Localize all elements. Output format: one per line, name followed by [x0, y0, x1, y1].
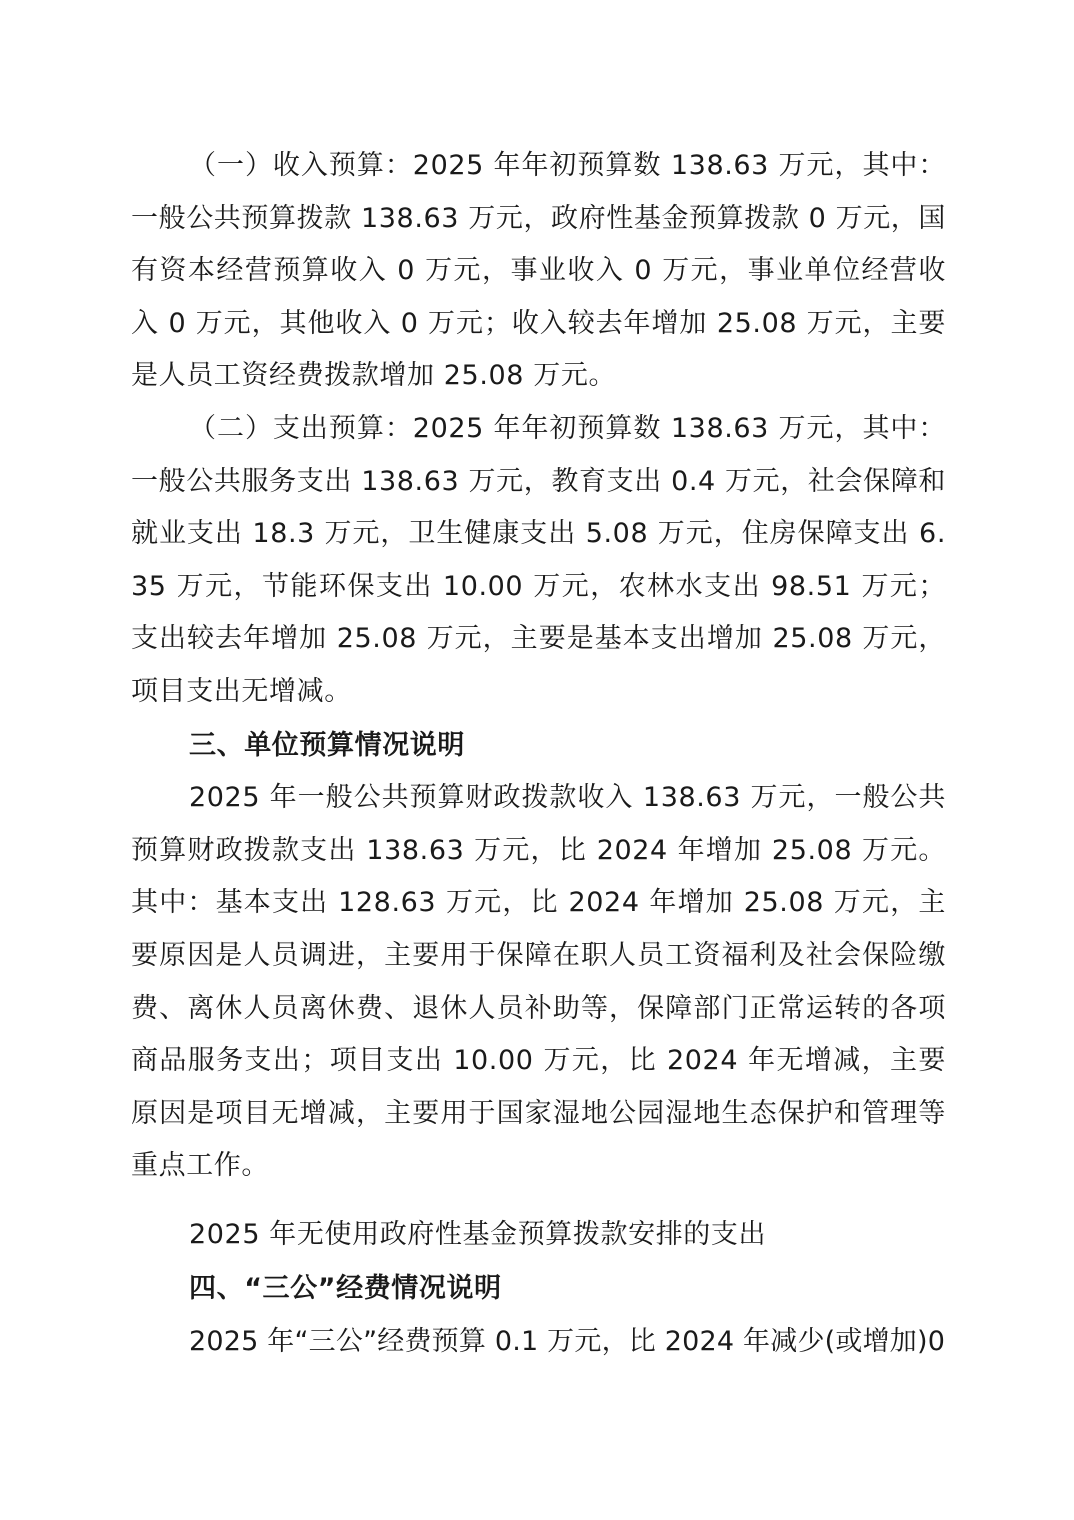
- document-body: [131, 140, 946, 1369]
- income-budget-paragraph: （一）收入预算：2025 年年初预算数 138.63 万元，其中：一般公共预算拨款 138.63 万元，政府性基金预算拨款 0 万元，国有资本经营预算收入 0 万元，事业收入 0 万元，事业单位经营收入 0 万元，其他收入 0 万元；收入较去年增加 25.08 万元，主要是人员工资经费拨款增加 25.08 万元。: [131, 150, 946, 392]
- unit-budget-paragraph: 2025 年一般公共预算财政拨款收入 138.63 万元，一般公共预算财政拨款支出 138.63 万元，比 2024 年增加 25.08 万元。其中：基本支出 128.63 万元，比 2024 年增加 25.08 万元，主要原因是人员调进，主要用于保障在职人员工资福利及社会保险缴费、离休人员离休费、退休人员补助等，保障部门正常运转的各项商品服务支出；项目支出 10.00 万元，比 2024 年无增减，主要原因是项目无增减，主要用于国家湿地公园湿地生态保护和管理等重点工作。: [131, 782, 946, 1182]
- section-3-heading: 三、单位预算情况说明: [189, 729, 465, 761]
- expense-budget-paragraph: （二）支出预算：2025 年年初预算数 138.63 万元，其中：一般公共服务支出 138.63 万元，教育支出 0.4 万元，社会保障和就业支出 18.3 万元，卫生健康支出 5.08 万元，住房保障支出 6.35 万元，节能环保支出 10.00 万元，农林水支出 98.51 万元；支出较去年增加 25.08 万元，主要是基本支出增加 25.08 万元，项目支出无增减。: [131, 412, 946, 707]
- three-public-expenses-paragraph: 2025 年“三公”经费预算 0.1 万元，比 2024 年减少(或增加)0: [189, 1326, 946, 1358]
- government-fund-paragraph: 2025 年无使用政府性基金预算拨款安排的支出: [189, 1218, 767, 1250]
- section-4-heading: 四、“三公”经费情况说明: [189, 1273, 502, 1305]
